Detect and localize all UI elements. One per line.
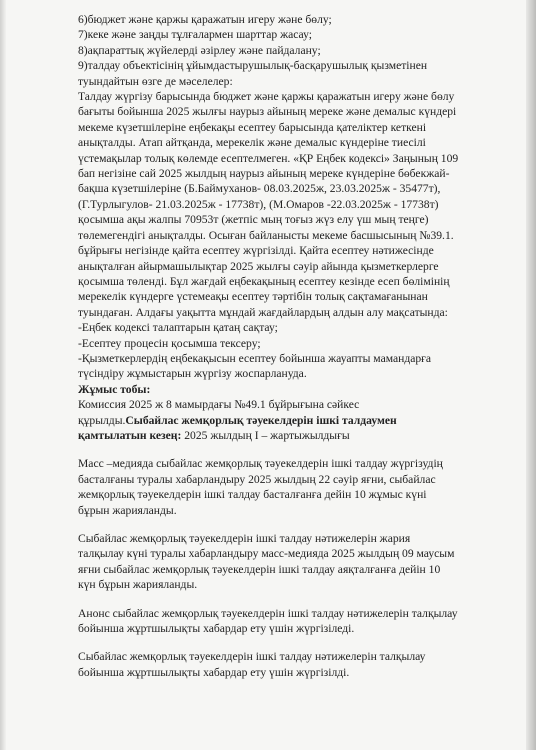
text-line: талқылау күні туралы хабарландыру масс-медияда 2025 жылдың 09 маусым	[78, 547, 455, 561]
text-line: (Г.Турлыгулов- 21.03.2025ж - 17738т), (М.Омаров -22.03.2025ж - 17738т)	[78, 197, 439, 211]
text-line: Анонс сыбайлас жемқорлық тәуекелдерін ішкі талдау нәтижелерін талқылау	[78, 606, 458, 620]
text-line: мекеме күзетшілеріне еңбекақы есептеу барысында қателіктер кеткені	[78, 120, 427, 134]
text-line: бап негізіне сай 2025 жылдың наурыз айының мереке күндеріне бөбекжай-	[78, 167, 450, 181]
text-line: яғни сыбайлас жемқорлық тәуекелдерін ішкі талдау аяқталғанға дейін 10	[78, 562, 441, 576]
text-line: үстемақылар толық көлемде есептелмеген. «ҚР Еңбек кодексі» Заңының 109	[78, 151, 459, 165]
paragraph-discussion-date	[78, 531, 506, 593]
working-group-heading-text: Жұмыс тобы:	[78, 382, 151, 396]
text-line: анықталды. Атап айтқанда, мерекелік және демалыс күндеріне тиесілі	[78, 136, 426, 150]
text-line: бойынша жұртшылықты хабардар ету үшін жүргізіледі.	[78, 622, 355, 636]
analysis-title-text: Сыбайлас жемқорлық тәуекелдерін ішкі талдаумен	[125, 413, 397, 427]
text-line: -Есептеу процесін қосымша тексеру;	[78, 336, 261, 350]
text-line: қосымша ақы жалпы 70953т (жетпіс мың тоғыз жүз елу үш мың теңге)	[78, 213, 429, 227]
text-line: 7)кеке және заңды тұлғалармен шарттар жасау;	[78, 28, 312, 42]
text-line: Талдау жүргізу барысында бюджет және қаржы қаражатын игеру және бөлу	[78, 90, 455, 104]
analysis-section	[78, 12, 506, 382]
paragraph-public-info	[78, 649, 506, 680]
text-line: анықталған айырмашылықтар 2025 жылғы сәуір айында қызметкерлерге	[78, 259, 439, 273]
text-line: төлемегендігі анықталды. Осыған байланысты мекеме басшысының №39.1.	[78, 228, 454, 242]
text-line: туындайтын өзге де мәселелер:	[78, 74, 233, 88]
paragraph-gap	[78, 593, 506, 606]
period-label: қамтылатын кезең:	[78, 428, 182, 442]
text-line: бойынша жұртшылықты хабардар ету үшін жүргізілді.	[78, 665, 350, 679]
text-line: басталғаны туралы хабарландыру 2025 жылдың 22 сәуір яғни, сыбайлас	[78, 472, 436, 486]
text-line: мерекелік күндерге үстемеақы есептеу тәртібін толық сақтамағанынан	[78, 290, 428, 304]
text-line: туындаған. Алдағы уақытта мұндай жағдайлардың алдын алу мақсатында:	[78, 305, 448, 319]
paragraph-anons	[78, 606, 506, 637]
working-group-section	[78, 382, 506, 444]
working-group-heading	[78, 382, 506, 397]
text-line: күн бұрын жарияланды.	[78, 578, 198, 592]
text-line: -Қызметкерлердің еңбекақысын есептеу бойынша жауапты мамандарға	[78, 351, 432, 365]
commission-line: Комиссия 2025 ж 8 мамырдағы №49.1 бұйрығына сәйкес	[78, 398, 360, 412]
text-line: Сыбайлас жемқорлық тәуекелдерін ішкі талдау нәтижелерін жария	[78, 532, 411, 545]
text-line: қосымша төленді. Бұл жағдай еңбекақының есептеу кезінде есеп бөлімінің	[78, 274, 450, 288]
text-line: 8)ақпараттық жүйелерді әзірлеу және пайдалану;	[78, 43, 321, 57]
scan-right-edge	[526, 0, 536, 750]
text-line: Масс –медияда сыбайлас жемқорлық тәуекелдерін ішкі талдау жүргізудің	[78, 457, 443, 471]
paragraph-announcement	[78, 456, 506, 518]
text-line: түсіндіру жұмыстарын жүргізу жоспарлануда.	[78, 367, 307, 381]
text-line: 6)бюджет және қаржы қаражатын игеру және бөлу;	[78, 13, 332, 26]
text-line: Сыбайлас жемқорлық тәуекелдерін ішкі талдау нәтижелерін талқылау	[78, 650, 426, 664]
period-line	[78, 428, 506, 443]
text-line: бағыты бойынша 2025 жылғы наурыз айының мереке және демалыс күндері	[78, 105, 457, 119]
paragraph-gap	[78, 518, 506, 531]
paragraph-gap	[78, 636, 506, 649]
scan-left-edge	[0, 0, 6, 750]
text-line: 9)талдау объектісінің ұйымдастырушылық-басқарушылық қызметінен	[78, 59, 428, 73]
text-line: бұрын жарияланды.	[78, 503, 177, 517]
paragraph-gap	[78, 443, 506, 456]
text-line: бақша күзетшілеріне (Б.Баймуханов- 08.03.2025ж, 23.03.2025ж - 35477т),	[78, 182, 441, 196]
text-line: бұйрығы негізінде қайта есептеу жүргізілді. Қайта есептеу нәтижесінде	[78, 244, 434, 258]
commission-formed-text: құрылды.	[78, 413, 126, 427]
text-line: -Еңбек кодексі талаптарын қатаң сақтау;	[78, 321, 278, 335]
text-line: жемқорлық тәуекелдерін ішкі талдау басталғанға дейін 10 жұмыс күні	[78, 488, 427, 502]
period-value: 2025 жылдың I – жартыжылдығы	[181, 428, 350, 442]
commission-line-2	[78, 413, 506, 428]
